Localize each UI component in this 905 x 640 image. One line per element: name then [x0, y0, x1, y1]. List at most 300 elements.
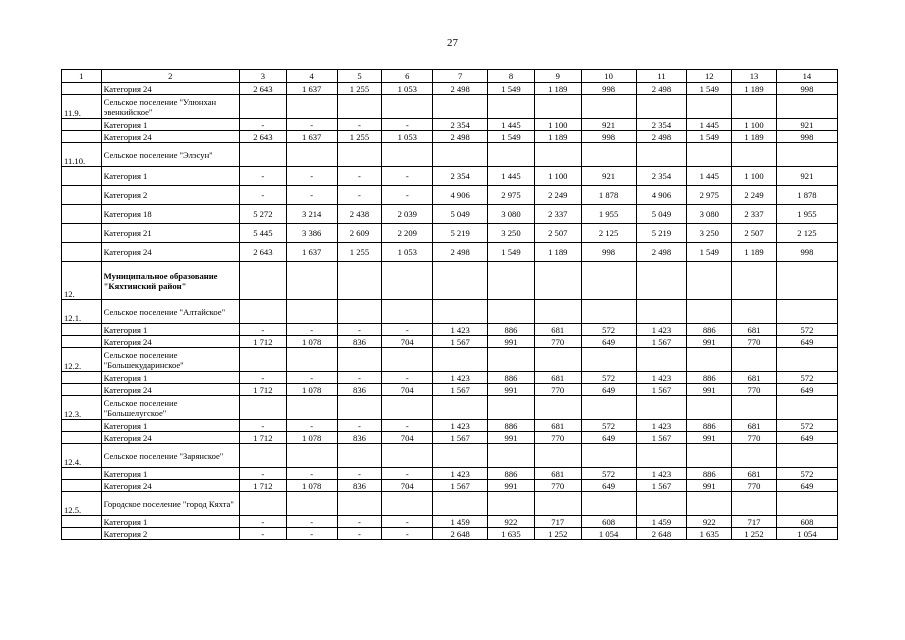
value-cell: 770 [534, 336, 581, 348]
section-row [62, 444, 838, 468]
value-cell: 649 [776, 432, 837, 444]
row-number-cell [62, 432, 102, 444]
empty-cell [636, 95, 687, 119]
empty-cell [337, 444, 382, 468]
value-cell: 2 039 [382, 205, 433, 224]
value-cell: 1 878 [776, 186, 837, 205]
value-cell: 1 567 [433, 384, 488, 396]
municipality-name: Муниципальное образование "Кяхтинский район" [101, 262, 239, 300]
value-cell: 681 [534, 468, 581, 480]
category-label: Категория 1 [101, 420, 239, 432]
empty-cell [776, 396, 837, 420]
value-cell: 681 [534, 372, 581, 384]
value-cell: - [337, 324, 382, 336]
empty-cell [382, 143, 433, 167]
settlement-name: Сельское поселение "Элэсун" [101, 143, 239, 167]
value-cell: - [382, 186, 433, 205]
empty-cell [636, 348, 687, 372]
empty-cell [636, 444, 687, 468]
value-cell: - [337, 468, 382, 480]
value-cell: 1 549 [687, 243, 732, 262]
value-cell: 649 [776, 336, 837, 348]
column-header: 2 [101, 70, 239, 83]
empty-cell [239, 143, 286, 167]
value-cell: - [337, 528, 382, 540]
empty-cell [382, 348, 433, 372]
value-cell: 2 209 [382, 224, 433, 243]
value-cell: 1 423 [433, 324, 488, 336]
value-cell: 717 [534, 516, 581, 528]
value-cell: 681 [534, 324, 581, 336]
row-number-cell [62, 243, 102, 262]
value-cell: 3 080 [488, 205, 535, 224]
value-cell: 1 189 [534, 243, 581, 262]
value-cell: 2 498 [636, 243, 687, 262]
empty-cell [534, 396, 581, 420]
value-cell: 681 [732, 468, 777, 480]
value-cell: 2 498 [433, 83, 488, 95]
value-cell: 1 712 [239, 336, 286, 348]
row-number-cell [62, 119, 102, 131]
table-row [62, 224, 838, 243]
value-cell: 991 [687, 336, 732, 348]
value-cell: 2 498 [636, 131, 687, 143]
value-cell: - [286, 528, 337, 540]
value-cell: - [239, 516, 286, 528]
value-cell: 770 [534, 432, 581, 444]
category-label: Категория 21 [101, 224, 239, 243]
column-header: 12 [687, 70, 732, 83]
empty-cell [636, 492, 687, 516]
column-header: 4 [286, 70, 337, 83]
value-cell: 1 635 [687, 528, 732, 540]
column-header: 11 [636, 70, 687, 83]
settlement-name: Сельское поселение "Большелугское" [101, 396, 239, 420]
column-header: 8 [488, 70, 535, 83]
empty-cell [732, 300, 777, 324]
section-row [62, 492, 838, 516]
value-cell: 1 053 [382, 243, 433, 262]
value-cell: - [286, 420, 337, 432]
column-header: 7 [433, 70, 488, 83]
table-row [62, 468, 838, 480]
empty-cell [687, 143, 732, 167]
value-cell: 2 337 [534, 205, 581, 224]
value-cell: 1 549 [687, 131, 732, 143]
empty-cell [581, 396, 636, 420]
empty-cell [534, 300, 581, 324]
empty-cell [488, 95, 535, 119]
value-cell: 2 975 [687, 186, 732, 205]
value-cell: 704 [382, 336, 433, 348]
value-cell: 998 [776, 243, 837, 262]
value-cell: 1 445 [687, 119, 732, 131]
value-cell: 886 [687, 468, 732, 480]
value-cell: 1 078 [286, 336, 337, 348]
empty-cell [382, 444, 433, 468]
empty-cell [687, 492, 732, 516]
section-number: 11.9. [62, 95, 102, 119]
empty-cell [239, 95, 286, 119]
value-cell: - [337, 119, 382, 131]
value-cell: - [239, 119, 286, 131]
row-number-cell [62, 167, 102, 186]
value-cell: - [286, 167, 337, 186]
value-cell: - [337, 186, 382, 205]
row-number-cell [62, 324, 102, 336]
value-cell: - [382, 516, 433, 528]
category-label: Категория 24 [101, 243, 239, 262]
empty-cell [687, 396, 732, 420]
page-number: 27 [447, 37, 458, 49]
row-number-cell [62, 83, 102, 95]
value-cell: - [382, 167, 433, 186]
value-cell: 998 [776, 83, 837, 95]
value-cell: 998 [776, 131, 837, 143]
value-cell: 572 [581, 324, 636, 336]
table-body [62, 70, 838, 540]
value-cell: - [286, 324, 337, 336]
value-cell: 1 567 [636, 384, 687, 396]
value-cell: 2 507 [534, 224, 581, 243]
value-cell: 1 878 [581, 186, 636, 205]
value-cell: 2 354 [433, 167, 488, 186]
value-cell: 1 078 [286, 384, 337, 396]
value-cell: - [239, 468, 286, 480]
value-cell: 1 549 [687, 83, 732, 95]
empty-cell [286, 300, 337, 324]
row-number-cell [62, 186, 102, 205]
value-cell: - [286, 186, 337, 205]
empty-cell [286, 262, 337, 300]
value-cell: 5 219 [433, 224, 488, 243]
value-cell: 1 189 [732, 83, 777, 95]
value-cell: 1 078 [286, 432, 337, 444]
empty-cell [581, 143, 636, 167]
section-row [62, 300, 838, 324]
value-cell: 4 906 [433, 186, 488, 205]
value-cell: 1 255 [337, 243, 382, 262]
value-cell: 1 100 [534, 167, 581, 186]
value-cell: - [337, 516, 382, 528]
value-cell: 991 [687, 480, 732, 492]
value-cell: 1 054 [776, 528, 837, 540]
value-cell: 3 386 [286, 224, 337, 243]
empty-cell [488, 492, 535, 516]
value-cell: 5 445 [239, 224, 286, 243]
category-label: Категория 24 [101, 83, 239, 95]
value-cell: 998 [581, 83, 636, 95]
empty-cell [286, 95, 337, 119]
value-cell: 2 643 [239, 83, 286, 95]
empty-cell [687, 444, 732, 468]
row-number-cell [62, 528, 102, 540]
category-label: Категория 2 [101, 186, 239, 205]
category-label: Категория 1 [101, 516, 239, 528]
value-cell: 608 [581, 516, 636, 528]
value-cell: 886 [488, 324, 535, 336]
value-cell: 3 214 [286, 205, 337, 224]
value-cell: 1 549 [488, 83, 535, 95]
value-cell: 2 125 [776, 224, 837, 243]
value-cell: - [337, 372, 382, 384]
table-row [62, 372, 838, 384]
value-cell: 1 252 [534, 528, 581, 540]
empty-cell [337, 262, 382, 300]
table-row [62, 324, 838, 336]
tariff-table [61, 69, 838, 540]
category-label: Категория 24 [101, 384, 239, 396]
value-cell: 649 [776, 480, 837, 492]
table-header-row [62, 70, 838, 83]
value-cell: - [239, 167, 286, 186]
empty-cell [488, 300, 535, 324]
value-cell: 2 498 [433, 243, 488, 262]
section-number: 12.3. [62, 396, 102, 420]
empty-cell [636, 396, 687, 420]
empty-cell [776, 444, 837, 468]
empty-cell [581, 262, 636, 300]
value-cell: 572 [581, 468, 636, 480]
value-cell: 3 250 [687, 224, 732, 243]
section-number: 11.10. [62, 143, 102, 167]
empty-cell [433, 300, 488, 324]
settlement-name: Сельское поселение "Улюнхан эвенкийское" [101, 95, 239, 119]
value-cell: 770 [534, 384, 581, 396]
value-cell: 1 423 [636, 468, 687, 480]
value-cell: 1 100 [732, 167, 777, 186]
value-cell: 608 [776, 516, 837, 528]
value-cell: 836 [337, 384, 382, 396]
empty-cell [636, 262, 687, 300]
value-cell: 1 459 [636, 516, 687, 528]
value-cell: - [286, 119, 337, 131]
value-cell: 649 [581, 384, 636, 396]
value-cell: 572 [581, 372, 636, 384]
value-cell: 717 [732, 516, 777, 528]
category-label: Категория 24 [101, 432, 239, 444]
value-cell: 1 053 [382, 83, 433, 95]
value-cell: 998 [581, 131, 636, 143]
table-row [62, 243, 838, 262]
value-cell: 1 100 [732, 119, 777, 131]
value-cell: - [239, 372, 286, 384]
table-row [62, 83, 838, 95]
empty-cell [433, 492, 488, 516]
empty-cell [776, 262, 837, 300]
value-cell: - [239, 186, 286, 205]
value-cell: 2 438 [337, 205, 382, 224]
value-cell: 1 637 [286, 131, 337, 143]
empty-cell [776, 492, 837, 516]
row-number-cell [62, 468, 102, 480]
table-row [62, 528, 838, 540]
value-cell: 770 [534, 480, 581, 492]
column-header: 3 [239, 70, 286, 83]
value-cell: 5 049 [433, 205, 488, 224]
empty-cell [382, 300, 433, 324]
empty-cell [732, 348, 777, 372]
empty-cell [534, 95, 581, 119]
value-cell: - [286, 468, 337, 480]
value-cell: 1 100 [534, 119, 581, 131]
value-cell: 704 [382, 432, 433, 444]
empty-cell [337, 95, 382, 119]
value-cell: 1 423 [636, 372, 687, 384]
empty-cell [776, 95, 837, 119]
empty-cell [776, 300, 837, 324]
value-cell: - [382, 420, 433, 432]
empty-cell [239, 444, 286, 468]
value-cell: 1 189 [732, 243, 777, 262]
column-header: 9 [534, 70, 581, 83]
empty-cell [239, 262, 286, 300]
value-cell: 886 [687, 324, 732, 336]
value-cell: 921 [776, 167, 837, 186]
empty-cell [382, 262, 433, 300]
empty-cell [382, 95, 433, 119]
empty-cell [286, 396, 337, 420]
empty-cell [534, 492, 581, 516]
empty-cell [382, 492, 433, 516]
value-cell: 1 459 [433, 516, 488, 528]
column-header: 5 [337, 70, 382, 83]
value-cell: 1 567 [433, 480, 488, 492]
value-cell: 2 354 [636, 119, 687, 131]
value-cell: 1 255 [337, 83, 382, 95]
value-cell: 649 [581, 336, 636, 348]
value-cell: - [239, 324, 286, 336]
value-cell: 1 053 [382, 131, 433, 143]
empty-cell [488, 143, 535, 167]
value-cell: 681 [732, 420, 777, 432]
value-cell: 5 219 [636, 224, 687, 243]
category-label: Категория 1 [101, 372, 239, 384]
value-cell: 1 252 [732, 528, 777, 540]
value-cell: 1 255 [337, 131, 382, 143]
value-cell: 1 549 [488, 131, 535, 143]
table-row [62, 384, 838, 396]
settlement-name: Городское поселение "город Кяхта" [101, 492, 239, 516]
value-cell: 2 507 [732, 224, 777, 243]
row-number-cell [62, 372, 102, 384]
value-cell: 649 [776, 384, 837, 396]
row-number-cell [62, 384, 102, 396]
empty-cell [581, 300, 636, 324]
value-cell: - [286, 516, 337, 528]
section-number: 12. [62, 262, 102, 300]
empty-cell [433, 95, 488, 119]
row-number-cell [62, 131, 102, 143]
table-row [62, 420, 838, 432]
value-cell: 572 [776, 420, 837, 432]
value-cell: - [239, 528, 286, 540]
table-row [62, 336, 838, 348]
value-cell: 1 712 [239, 480, 286, 492]
value-cell: 5 272 [239, 205, 286, 224]
value-cell: 572 [776, 468, 837, 480]
value-cell: 1 445 [488, 119, 535, 131]
empty-cell [488, 396, 535, 420]
value-cell: - [382, 468, 433, 480]
empty-cell [776, 143, 837, 167]
value-cell: 2 249 [732, 186, 777, 205]
empty-cell [433, 348, 488, 372]
empty-cell [732, 143, 777, 167]
row-number-cell [62, 205, 102, 224]
empty-cell [687, 95, 732, 119]
section-row [62, 143, 838, 167]
value-cell: - [382, 324, 433, 336]
value-cell: 1 637 [286, 83, 337, 95]
value-cell: 3 080 [687, 205, 732, 224]
value-cell: 2 498 [636, 83, 687, 95]
category-label: Категория 2 [101, 528, 239, 540]
empty-cell [732, 396, 777, 420]
value-cell: 681 [732, 324, 777, 336]
empty-cell [337, 396, 382, 420]
value-cell: 1 567 [636, 480, 687, 492]
row-number-cell [62, 420, 102, 432]
category-label: Категория 1 [101, 468, 239, 480]
empty-cell [239, 348, 286, 372]
empty-cell [337, 300, 382, 324]
value-cell: 1 189 [534, 131, 581, 143]
value-cell: 1 712 [239, 384, 286, 396]
value-cell: 1 567 [433, 432, 488, 444]
value-cell: 2 354 [433, 119, 488, 131]
value-cell: 1 567 [636, 432, 687, 444]
value-cell: 2 337 [732, 205, 777, 224]
empty-cell [636, 300, 687, 324]
value-cell: 886 [687, 420, 732, 432]
section-number: 12.1. [62, 300, 102, 324]
value-cell: 991 [488, 480, 535, 492]
value-cell: 2 249 [534, 186, 581, 205]
value-cell: 886 [488, 420, 535, 432]
table-row [62, 205, 838, 224]
category-label: Категория 24 [101, 131, 239, 143]
value-cell: - [286, 372, 337, 384]
section-row [62, 348, 838, 372]
value-cell: 921 [581, 119, 636, 131]
table-row [62, 480, 838, 492]
settlement-name: Сельское поселение "Зарянское" [101, 444, 239, 468]
value-cell: 991 [488, 336, 535, 348]
value-cell: 886 [488, 468, 535, 480]
section-number: 12.4. [62, 444, 102, 468]
empty-cell [433, 262, 488, 300]
empty-cell [488, 348, 535, 372]
value-cell: - [382, 528, 433, 540]
empty-cell [433, 444, 488, 468]
table-row [62, 167, 838, 186]
value-cell: - [239, 420, 286, 432]
column-header: 13 [732, 70, 777, 83]
section-number: 12.5. [62, 492, 102, 516]
value-cell: - [337, 167, 382, 186]
value-cell: 886 [687, 372, 732, 384]
column-header: 14 [776, 70, 837, 83]
row-number-cell [62, 516, 102, 528]
value-cell: 991 [687, 384, 732, 396]
value-cell: 770 [732, 480, 777, 492]
value-cell: 922 [687, 516, 732, 528]
value-cell: 1 423 [433, 372, 488, 384]
empty-cell [286, 348, 337, 372]
value-cell: 1 712 [239, 432, 286, 444]
value-cell: - [337, 420, 382, 432]
